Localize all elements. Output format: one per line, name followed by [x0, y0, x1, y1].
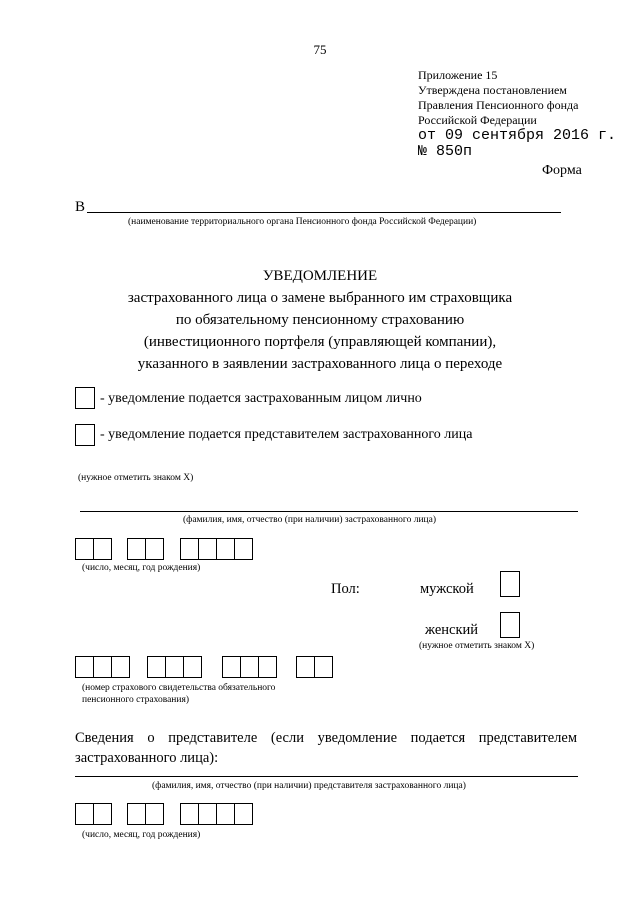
digit-cell[interactable]	[240, 656, 259, 678]
snils-caption-line: пенсионного страхования)	[82, 695, 190, 705]
gender-male-label: мужской	[420, 581, 474, 597]
appendix-line: Правления Пенсионного фонда	[418, 98, 579, 112]
addressee-prefix: В	[75, 199, 86, 215]
insured-birth-year-cells[interactable]	[180, 538, 253, 560]
representative-birth-month-cells[interactable]	[127, 803, 164, 825]
title-line: указанного в заявлении застрахованного лица о переходе	[137, 356, 503, 372]
appendix-line: Утверждена постановлением	[418, 83, 567, 97]
digit-cell[interactable]	[198, 538, 217, 560]
representative-birth-year-cells[interactable]	[180, 803, 253, 825]
insured-fio-line[interactable]	[80, 511, 578, 512]
title-line: застрахованного лица о замене выбранного им страховщика	[127, 290, 513, 306]
insured-birth-day-cells[interactable]	[75, 538, 112, 560]
appendix-line: Российской Федерации	[418, 113, 537, 127]
digit-cell[interactable]	[234, 538, 253, 560]
digit-cell[interactable]	[314, 656, 333, 678]
digit-cell[interactable]	[145, 538, 164, 560]
option-personal-label: - уведомление подается застрахованным лицом лично	[100, 391, 422, 406]
digit-cell[interactable]	[75, 656, 94, 678]
snils-caption-line: (номер страхового свидетельства обязательного	[82, 683, 276, 693]
appendix-number: № 850п	[418, 143, 473, 160]
gender-hint: (нужное отметить знаком Х)	[419, 641, 535, 651]
option-representative-checkbox[interactable]	[75, 424, 95, 446]
digit-cell[interactable]	[258, 656, 277, 678]
digit-cell[interactable]	[222, 656, 241, 678]
digit-cell[interactable]	[145, 803, 164, 825]
digit-cell[interactable]	[93, 803, 112, 825]
document-title	[0, 265, 640, 375]
addressee-line[interactable]	[87, 212, 561, 213]
snils-group-3-cells[interactable]	[222, 656, 277, 678]
representative-birth-day-cells[interactable]	[75, 803, 112, 825]
digit-cell[interactable]	[180, 538, 199, 560]
digit-cell[interactable]	[147, 656, 166, 678]
digit-cell[interactable]	[93, 538, 112, 560]
appendix-block	[418, 68, 616, 160]
digit-cell[interactable]	[127, 803, 146, 825]
insured-fio-caption: (фамилия, имя, отчество (при наличии) застрахованного лица)	[183, 515, 436, 525]
digit-cell[interactable]	[216, 803, 235, 825]
digit-cell[interactable]	[111, 656, 130, 678]
digit-cell[interactable]	[198, 803, 217, 825]
digit-cell[interactable]	[180, 803, 199, 825]
title-line: (инвестиционного портфеля (управляющей компании),	[143, 334, 497, 350]
digit-cell[interactable]	[75, 803, 94, 825]
digit-cell[interactable]	[296, 656, 315, 678]
representative-fio-caption: (фамилия, имя, отчество (при наличии) представителя застрахованного лица)	[152, 781, 466, 791]
gender-label: Пол:	[331, 581, 360, 597]
digit-cell[interactable]	[216, 538, 235, 560]
appendix-line: Приложение 15	[418, 68, 498, 82]
mark-hint: (нужное отметить знаком Х)	[78, 473, 194, 483]
snils-group-1-cells[interactable]	[75, 656, 130, 678]
option-personal-checkbox[interactable]	[75, 387, 95, 409]
option-representative-label: - уведомление подается представителем застрахованного лица	[100, 427, 473, 442]
gender-male-checkbox[interactable]	[500, 571, 520, 597]
insured-birth-month-cells[interactable]	[127, 538, 164, 560]
insured-birth-caption: (число, месяц, год рождения)	[82, 563, 201, 573]
title-line: по обязательному пенсионному страхованию	[175, 312, 465, 328]
snils-group-4-cells[interactable]	[296, 656, 333, 678]
digit-cell[interactable]	[183, 656, 202, 678]
digit-cell[interactable]	[127, 538, 146, 560]
gender-female-label: женский	[425, 622, 479, 638]
digit-cell[interactable]	[234, 803, 253, 825]
representative-heading: Сведения о представителе (если уведомление подается представителем застрахованного лица):	[75, 730, 577, 766]
snils-caption	[82, 682, 275, 706]
representative-fio-line[interactable]	[75, 776, 578, 777]
title-heading: УВЕДОМЛЕНИЕ	[262, 268, 378, 284]
digit-cell[interactable]	[165, 656, 184, 678]
appendix-date: от 09 сентября 2016 г.	[418, 127, 617, 144]
digit-cell[interactable]	[93, 656, 112, 678]
gender-female-checkbox[interactable]	[500, 612, 520, 638]
page-number: 75	[313, 42, 327, 57]
snils-group-2-cells[interactable]	[147, 656, 202, 678]
representative-birth-caption: (число, месяц, год рождения)	[82, 830, 201, 840]
form-label: Форма	[542, 163, 582, 178]
digit-cell[interactable]	[75, 538, 94, 560]
addressee-caption: (наименование территориального органа Пенсионного фонда Российской Федерации)	[128, 217, 477, 227]
